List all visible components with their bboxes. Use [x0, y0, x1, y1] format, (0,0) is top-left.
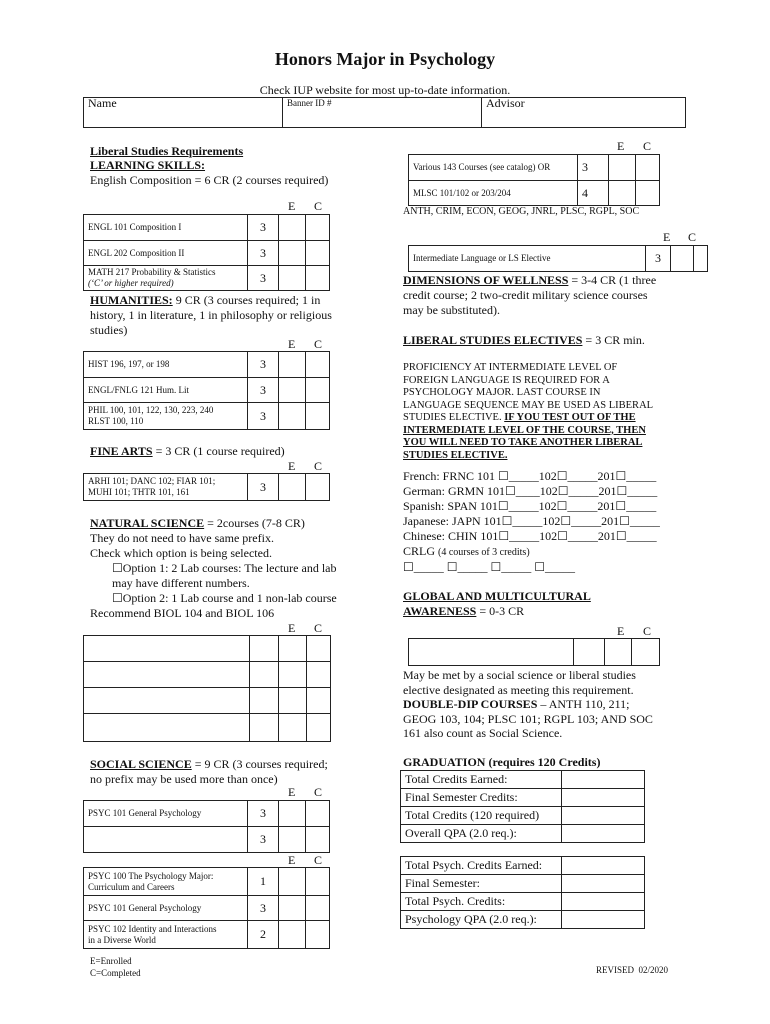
crlg-note: (4 courses of 3 credits) — [438, 547, 530, 558]
credits-cell[interactable] — [574, 639, 605, 666]
value-cell[interactable] — [562, 893, 645, 911]
course: PSYC 101 General Psychology — [84, 896, 248, 921]
legend-completed: C=Completed — [90, 968, 141, 978]
advisor-field[interactable] — [482, 98, 686, 128]
course-line-1: PHIL 100, 101, 122, 130, 223, 240 — [88, 405, 214, 415]
global-awareness-table — [408, 638, 660, 666]
table-row — [401, 857, 645, 875]
course-cell[interactable] — [84, 636, 250, 662]
table-row — [84, 662, 331, 688]
language-french[interactable]: French: FRNC 101 ☐_____102☐_____201☐_____ — [403, 469, 657, 483]
ls-electives-label: LIBERAL STUDIES ELECTIVES — [403, 333, 583, 347]
course-line-1: PSYC 100 The Psychology Major: — [88, 870, 214, 881]
e-label: E — [617, 624, 625, 638]
completed-cell[interactable] — [306, 403, 330, 430]
course: MLSC 101/102 or 203/204 — [409, 181, 578, 206]
enrolled-cell[interactable] — [279, 266, 306, 291]
value-cell[interactable] — [562, 771, 645, 789]
language-spanish[interactable]: Spanish: SPAN 101☐_____102☐_____201☐_____ — [403, 499, 657, 513]
legend-enrolled: E=Enrolled — [90, 956, 132, 966]
course: PSYC 101 General Psychology — [84, 801, 248, 827]
credits: 3 — [248, 896, 279, 921]
language-german[interactable]: German: GRMN 101☐____102☐_____201☐_____ — [403, 484, 658, 498]
c-label: C — [314, 199, 323, 213]
e-label: E — [288, 459, 296, 473]
table-row — [409, 246, 708, 272]
humanities-text-3: studies) — [90, 323, 128, 337]
wellness-desc-3: may be substituted). — [403, 303, 500, 317]
prof-line: FOREIGN LANGUAGE IS REQUIRED FOR A — [403, 374, 610, 386]
course — [84, 403, 248, 430]
wellness-text — [403, 273, 656, 318]
completed-cell[interactable] — [306, 921, 330, 949]
completed-cell[interactable] — [306, 801, 330, 827]
learning-skills-table — [83, 214, 330, 291]
row-label: Total Psych. Credits Earned: — [401, 857, 562, 875]
legend — [90, 955, 141, 979]
table-row — [409, 155, 660, 181]
option-2-checkbox[interactable]: ☐Option 2: 1 Lab course and 1 non-lab course — [112, 591, 337, 605]
ns-recommend: Recommend BIOL 104 and BIOL 106 — [90, 606, 275, 620]
course-cell[interactable] — [84, 662, 250, 688]
language-list — [403, 469, 660, 575]
completed-cell[interactable] — [307, 636, 331, 662]
enrolled-cell[interactable] — [671, 246, 694, 272]
learning-skills-heading: LEARNING SKILLS: — [90, 158, 206, 172]
humanities-label: HUMANITIES: — [90, 293, 173, 307]
course — [84, 266, 248, 291]
value-cell[interactable] — [562, 911, 645, 929]
crlg-checkboxes[interactable]: ☐_____ ☐_____ ☐_____ ☐_____ — [403, 560, 576, 574]
e-label: E — [617, 139, 625, 153]
graduation-heading: GRADUATION (requires 120 Credits) — [403, 755, 601, 769]
credits: 3 — [248, 801, 279, 827]
proficiency-text — [403, 362, 653, 462]
ns-line-1: They do not need to have same prefix. — [90, 531, 274, 545]
humanities-text — [90, 293, 332, 338]
course-line-2: Curriculum and Careers — [88, 881, 175, 892]
enrolled-cell[interactable] — [609, 155, 636, 181]
course-name: MATH 217 Probability & Statistics — [88, 267, 216, 277]
row-label: Final Semester Credits: — [401, 789, 562, 807]
course — [84, 868, 248, 896]
completed-cell[interactable] — [306, 474, 330, 501]
course-cell[interactable] — [409, 639, 574, 666]
prof-line: STUDIES ELECTIVE. — [403, 412, 505, 423]
credits: 2 — [248, 921, 279, 949]
enrolled-cell[interactable] — [279, 241, 306, 266]
row-label: Psychology QPA (2.0 req.): — [401, 911, 562, 929]
gma-desc: = 0-3 CR — [476, 604, 525, 618]
subtitle: Check IUP website for most up-to-date information. — [259, 83, 511, 97]
table-row — [401, 807, 645, 825]
table-row — [401, 771, 645, 789]
fine-arts-text — [90, 444, 285, 459]
row-label: Final Semester: — [401, 875, 562, 893]
credits-cell[interactable] — [250, 688, 279, 714]
credits: 3 — [248, 403, 279, 430]
e-label: E — [663, 230, 671, 244]
course — [84, 474, 248, 501]
prof-line: PSYCHOLOGY MAJOR. LAST COURSE IN — [403, 387, 601, 398]
c-label: C — [643, 624, 652, 638]
enrolled-cell[interactable] — [279, 352, 306, 378]
completed-cell[interactable] — [306, 896, 330, 921]
social-science-table — [83, 800, 330, 853]
credits: 4 — [578, 181, 609, 206]
completed-cell[interactable] — [306, 352, 330, 378]
table-row — [401, 825, 645, 843]
credits-cell[interactable] — [250, 662, 279, 688]
value-cell[interactable] — [562, 789, 645, 807]
enrolled-cell[interactable] — [609, 181, 636, 206]
course-cell[interactable] — [84, 688, 250, 714]
value-cell[interactable] — [562, 807, 645, 825]
may-line: elective designated as meeting this requirement. — [403, 682, 634, 697]
table-row — [84, 403, 330, 430]
table-row — [84, 827, 330, 853]
double-dip-label: DOUBLE-DIP COURSES — [403, 697, 538, 711]
value-cell[interactable] — [562, 857, 645, 875]
prof-bold-line: STUDIES ELECTIVE. — [403, 449, 508, 461]
row-label: Total Credits Earned: — [401, 771, 562, 789]
e-label: E — [288, 853, 296, 867]
credits: 3 — [248, 827, 279, 853]
enrolled-cell[interactable] — [605, 639, 632, 666]
c-label: C — [314, 621, 323, 635]
course: Intermediate Language or LS Elective — [409, 246, 646, 272]
c-label: C — [643, 139, 652, 153]
enrolled-cell[interactable] — [279, 827, 306, 853]
c-label: C — [314, 785, 323, 799]
credits: 3 — [578, 155, 609, 181]
completed-cell[interactable] — [307, 688, 331, 714]
ns-desc: = 2courses (7-8 CR) — [204, 516, 305, 530]
social-science-text — [90, 757, 328, 787]
banner-label: Banner ID # — [287, 98, 332, 108]
dd-line: GEOG 103, 104; PLSC 101; RGPL 103; AND SOC — [403, 711, 653, 726]
row-label: Total Credits (120 required) — [401, 807, 562, 825]
revised-date: REVISED 02/2020 — [596, 965, 668, 975]
table-row — [84, 266, 330, 291]
completed-cell[interactable] — [306, 868, 330, 896]
option-1-checkbox[interactable]: ☐Option 1: 2 Lab courses: The lecture and lab — [112, 561, 337, 575]
table-row — [84, 378, 330, 403]
e-label: E — [288, 621, 296, 635]
crlg-label: CRLG — [403, 544, 436, 558]
eng-comp-text: English Composition = 6 CR (2 courses required) — [90, 173, 329, 187]
table-row — [401, 789, 645, 807]
row-label: Overall QPA (2.0 req.): — [401, 825, 562, 843]
completed-cell[interactable] — [307, 714, 331, 742]
may-line: May be met by a social science or liberal studies — [403, 668, 636, 682]
table-row — [84, 868, 330, 896]
prefix-list: ANTH, CRIM, ECON, GEOG, JNRL, PLSC, RGPL, SOC — [403, 206, 640, 217]
completed-cell[interactable] — [636, 181, 660, 206]
completed-cell[interactable] — [636, 155, 660, 181]
e-label: E — [288, 199, 296, 213]
ss-label: SOCIAL SCIENCE — [90, 757, 192, 771]
language-japanese[interactable]: Japanese: JAPN 101☐_____102☐_____201☐_____ — [403, 514, 660, 528]
table-row — [84, 688, 331, 714]
table-row — [84, 714, 331, 742]
completed-cell[interactable] — [306, 266, 330, 291]
credits: 3 — [248, 474, 279, 501]
course-line-1: PSYC 102 Identity and Interactions — [88, 923, 217, 934]
name-field[interactable] — [84, 98, 283, 128]
course-line-1: ARHI 101; DANC 102; FIAR 101; — [88, 476, 216, 486]
fine-arts-table — [83, 473, 330, 501]
course: ENGL 202 Composition II — [84, 241, 248, 266]
wellness-label: DIMENSIONS OF WELLNESS — [403, 273, 569, 287]
ns-line-2: Check which option is being selected. — [90, 546, 272, 560]
enrolled-cell[interactable] — [279, 896, 306, 921]
course: Various 143 Courses (see catalog) OR — [409, 155, 578, 181]
credits: 3 — [248, 215, 279, 241]
credits-cell[interactable] — [250, 714, 279, 742]
enrolled-cell[interactable] — [279, 714, 307, 742]
psych-core-table — [83, 867, 330, 949]
course-line-2: MUHI 101; THTR 101, 161 — [88, 487, 190, 497]
completed-cell[interactable] — [306, 827, 330, 853]
completed-cell[interactable] — [306, 241, 330, 266]
ls-heading: Liberal Studies Requirements — [90, 144, 244, 158]
c-label: C — [688, 230, 697, 244]
enrolled-cell[interactable] — [279, 378, 306, 403]
table-row — [84, 352, 330, 378]
psych-credits-table — [400, 856, 645, 929]
course-note: (‘C’ or higher required) — [88, 278, 174, 288]
credits: 3 — [248, 378, 279, 403]
wellness-desc-2: credit course; 2 two-credit military science courses — [403, 288, 648, 302]
c-label: C — [314, 337, 323, 351]
c-label: C — [314, 853, 323, 867]
table-row — [84, 636, 331, 662]
enrolled-cell[interactable] — [279, 215, 306, 241]
page-title: Honors Major in Psychology — [274, 49, 496, 69]
course — [84, 921, 248, 949]
prof-line: LANGUAGE SEQUENCE MAY BE USED AS LIBERAL — [403, 399, 654, 411]
prof-bold-line: IF YOU TEST OUT OF THE — [504, 412, 636, 423]
credits: 3 — [646, 246, 671, 272]
option-1-label-2: may have different numbers. — [112, 576, 250, 590]
value-cell[interactable] — [562, 825, 645, 843]
course: ENGL/FNLG 121 Hum. Lit — [84, 378, 248, 403]
row-label: Total Psych. Credits: — [401, 893, 562, 911]
ss-desc: = 9 CR (3 courses required; — [191, 757, 328, 771]
dd-line: – ANTH 110, 211; — [537, 697, 630, 711]
student-info-table — [83, 97, 686, 128]
natural-science-table — [83, 635, 331, 742]
course-cell[interactable] — [84, 827, 248, 853]
name-label: Name — [88, 96, 117, 110]
advisor-label: Advisor — [486, 96, 525, 110]
fine-arts-desc: = 3 CR (1 course required) — [152, 444, 285, 458]
prof-line: PROFICIENCY AT INTERMEDIATE LEVEL OF — [403, 362, 618, 373]
ns-label: NATURAL SCIENCE — [90, 516, 205, 530]
e-label: E — [288, 785, 296, 799]
credits-cell[interactable] — [250, 636, 279, 662]
value-cell[interactable] — [562, 875, 645, 893]
wellness-desc-1: = 3-4 CR (1 three — [568, 273, 657, 287]
credits: 3 — [248, 266, 279, 291]
completed-cell[interactable] — [306, 378, 330, 403]
credits: 3 — [248, 352, 279, 378]
humanities-text-2: history, 1 in literature, 1 in philosophy or religious — [90, 308, 332, 322]
double-dip-text — [403, 668, 653, 741]
enrolled-cell[interactable] — [279, 636, 307, 662]
fine-arts-label: FINE ARTS — [90, 444, 153, 458]
gma-line-1: GLOBAL AND MULTICULTURAL — [403, 589, 591, 603]
wellness-options-table — [408, 154, 660, 206]
humanities-text-1: 9 CR (3 courses required; 1 in — [172, 293, 321, 307]
course-cell[interactable] — [84, 714, 250, 742]
course: ENGL 101 Composition I — [84, 215, 248, 241]
table-row — [409, 181, 660, 206]
table-row — [84, 474, 330, 501]
table-row — [84, 215, 330, 241]
graduation-table — [400, 770, 645, 843]
gma-line-2: AWARENESS — [403, 604, 477, 618]
banner-id-field[interactable] — [283, 98, 482, 128]
completed-cell[interactable] — [694, 246, 708, 272]
enrolled-cell[interactable] — [279, 662, 307, 688]
table-row — [84, 801, 330, 827]
table-row — [401, 875, 645, 893]
table-row — [409, 639, 660, 666]
c-label: C — [314, 459, 323, 473]
enrolled-cell[interactable] — [279, 868, 306, 896]
enrolled-cell[interactable] — [279, 688, 307, 714]
option-2-label: Option 2: 1 Lab course and 1 non-lab course — [122, 591, 337, 605]
e-label: E — [288, 337, 296, 351]
table-row — [84, 921, 330, 949]
humanities-table — [83, 351, 330, 430]
natural-science-text — [90, 516, 337, 621]
course: HIST 196, 197, or 198 — [84, 352, 248, 378]
enrolled-cell[interactable] — [279, 474, 306, 501]
enrolled-cell[interactable] — [279, 801, 306, 827]
completed-cell[interactable] — [632, 639, 660, 666]
table-row — [84, 241, 330, 266]
global-awareness-heading — [403, 589, 591, 619]
completed-cell[interactable] — [307, 662, 331, 688]
course-line-2: RLST 100, 110 — [88, 416, 144, 426]
ls-electives-desc: = 3 CR min. — [582, 333, 645, 347]
ls-electives-text — [403, 333, 645, 348]
completed-cell[interactable] — [306, 215, 330, 241]
option-1-label: Option 1: 2 Lab courses: The lecture and lab — [122, 561, 337, 575]
table-row — [401, 911, 645, 929]
prof-bold-line: YOU WILL NEED TO TAKE ANOTHER LIBERAL — [403, 437, 643, 448]
language-chinese[interactable]: Chinese: CHIN 101☐_____102☐_____201☐_____ — [403, 529, 657, 543]
credits: 3 — [248, 241, 279, 266]
enrolled-cell[interactable] — [279, 921, 306, 949]
table-row — [84, 896, 330, 921]
course-line-2: in a Diverse World — [88, 934, 156, 945]
dd-line: 161 also count as Social Science. — [403, 726, 563, 740]
prof-bold-line: INTERMEDIATE LEVEL OF THE COURSE, THEN — [403, 424, 646, 436]
enrolled-cell[interactable] — [279, 403, 306, 430]
intermediate-language-table — [408, 245, 708, 272]
ss-desc-2: no prefix may be used more than once) — [90, 772, 278, 786]
table-row — [401, 893, 645, 911]
credits: 1 — [248, 868, 279, 896]
